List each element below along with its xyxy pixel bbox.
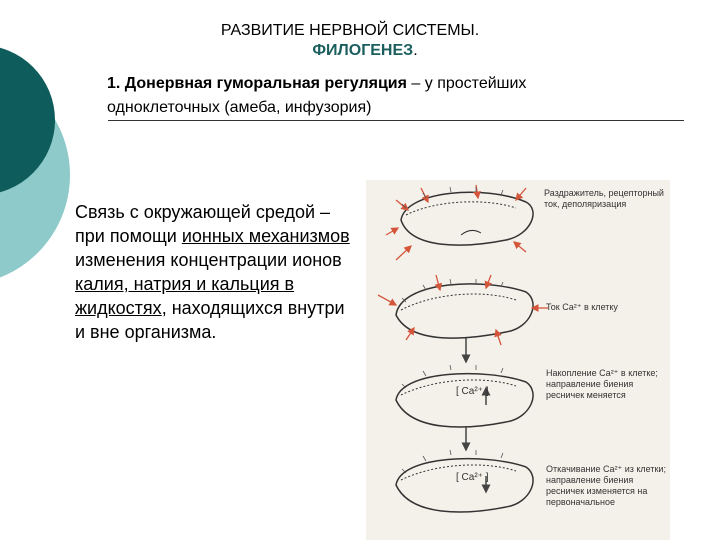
title-phylogenesis: ФИЛОГЕНЕЗ (312, 42, 414, 59)
diagram-label-ca-pumping: Откачивание Ca²⁺ из клетки; направление биения ресничек изменяется на первоначальное (546, 464, 666, 507)
diagram-label-ca-inflow: Ток Ca²⁺ в клетку (546, 302, 618, 312)
body-underline-ions: калия, натрия и кальция в жидкостях (75, 274, 295, 318)
divider (108, 120, 684, 121)
body-paragraph (75, 200, 355, 344)
diagram-ca-inside-3: [ Ca²⁺ ] (456, 386, 489, 397)
body-text-3: , находящихся внутри и вне организма. (75, 298, 345, 342)
page-title-line1: РАЗВИТИЕ НЕРВНОЙ СИСТЕМЫ. (220, 22, 480, 39)
page-title-line2 (5, 41, 720, 61)
section-heading-line2: одноклеточных (амеба, инфузория) (107, 99, 372, 116)
infusoria-diagram (366, 180, 670, 540)
section-heading-rest: – у простейших (406, 75, 527, 92)
body-text-1: Связь с окружающей средой – при помощи (75, 202, 331, 246)
diagram-label-stimulus: Раздражитель, рецепторный ток, деполяризация (544, 188, 664, 209)
section-heading-bold: 1. Донервная гуморальная регуляция (107, 75, 407, 92)
body-text-2: изменения концентрации ионов (75, 250, 342, 270)
diagram-label-ca-accumulation: Накопление Ca²⁺ в клетке; направление биения ресничек меняется (546, 368, 658, 400)
body-underline-ionic: ионных механизмов (181, 226, 350, 246)
diagram-ca-inside-4: [ Ca²⁺ ] (456, 472, 489, 483)
title-period: . (413, 42, 418, 59)
section-heading (107, 72, 687, 120)
